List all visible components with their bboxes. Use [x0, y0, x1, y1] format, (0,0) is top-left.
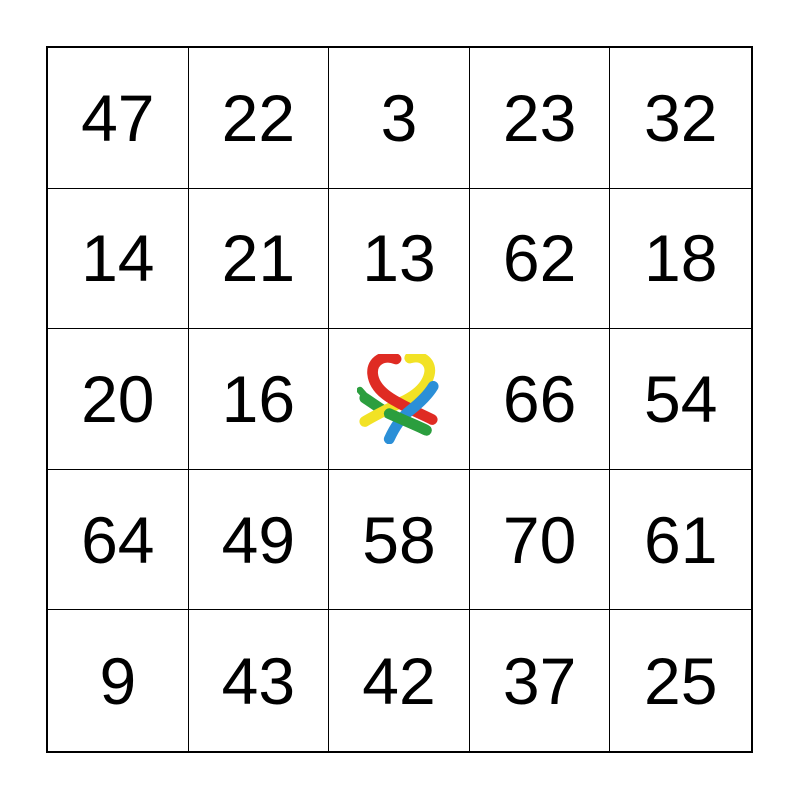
bingo-cell[interactable] — [610, 48, 751, 189]
cell-number: 3 — [380, 80, 418, 155]
cell-number: 9 — [99, 643, 137, 718]
bingo-cell[interactable] — [48, 610, 189, 751]
cell-number: 49 — [221, 502, 296, 577]
cell-number: 70 — [502, 502, 577, 577]
bingo-grid — [46, 46, 753, 753]
bingo-cell[interactable] — [48, 189, 189, 330]
bingo-cell[interactable] — [470, 470, 611, 611]
bingo-cell[interactable] — [329, 470, 470, 611]
bingo-cell[interactable] — [610, 470, 751, 611]
bingo-cell[interactable] — [48, 329, 189, 470]
cell-number: 16 — [221, 361, 296, 436]
cell-number: 22 — [221, 80, 296, 155]
bingo-cell[interactable] — [610, 189, 751, 330]
cell-number: 64 — [81, 502, 155, 577]
bingo-cell[interactable] — [48, 470, 189, 611]
cell-number: 18 — [643, 221, 718, 296]
bingo-cell[interactable] — [470, 48, 611, 189]
bingo-cell[interactable] — [329, 48, 470, 189]
bingo-cell[interactable] — [48, 48, 189, 189]
bingo-cell[interactable] — [189, 470, 330, 611]
bingo-cell[interactable] — [470, 329, 611, 470]
bingo-cell[interactable] — [610, 610, 751, 751]
cell-number: 58 — [362, 502, 436, 577]
cell-number: 23 — [502, 80, 577, 155]
cell-number: 43 — [221, 643, 296, 718]
bingo-cell[interactable] — [189, 610, 330, 751]
cell-number: 20 — [81, 361, 155, 436]
cell-number: 62 — [502, 221, 577, 296]
bingo-cell[interactable] — [470, 610, 611, 751]
cell-number: 25 — [643, 643, 718, 718]
bingo-cell[interactable] — [189, 48, 330, 189]
bingo-cell[interactable] — [329, 189, 470, 330]
bingo-cell[interactable] — [610, 329, 751, 470]
crossed-ribbons-icon — [357, 354, 441, 444]
bingo-cell[interactable] — [189, 189, 330, 330]
cell-number: 54 — [643, 361, 718, 436]
cell-number: 32 — [643, 80, 718, 155]
bingo-cell[interactable] — [329, 610, 470, 751]
cell-number: 14 — [81, 221, 155, 296]
cell-number: 21 — [221, 221, 296, 296]
cell-number: 47 — [81, 80, 155, 155]
cell-number: 42 — [362, 643, 436, 718]
cell-number: 13 — [362, 221, 436, 296]
cell-number: 37 — [502, 643, 577, 718]
bingo-cell[interactable] — [189, 329, 330, 470]
cell-number: 61 — [643, 502, 718, 577]
cell-number: 66 — [502, 361, 577, 436]
bingo-free-cell[interactable] — [329, 329, 470, 470]
bingo-cell[interactable] — [470, 189, 611, 330]
